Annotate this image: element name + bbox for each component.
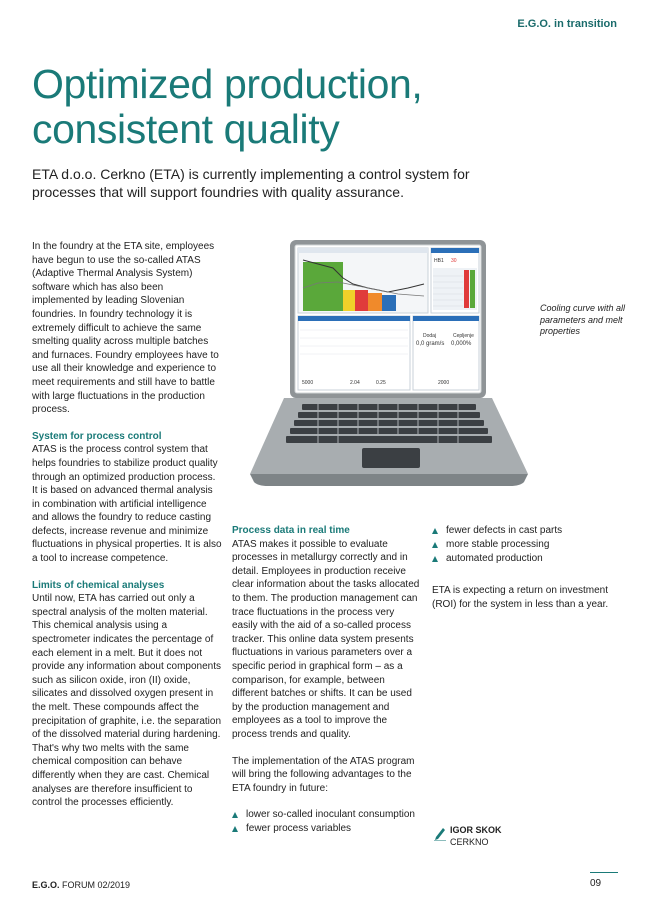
section-label: E.G.O. in transition [517, 18, 617, 30]
advantages-list-1 [232, 808, 422, 836]
footer-issue: FORUM 02/2019 [62, 880, 131, 890]
column-2 [232, 524, 422, 848]
section-heading-real-time: Process data in real time [232, 525, 350, 536]
footer-rule [590, 872, 618, 873]
screen-value-a: 0,0 gram/s [416, 341, 445, 347]
footer-brand: E.G.O. [32, 880, 60, 890]
laptop-illustration [248, 238, 530, 494]
section-text-real-time: ATAS makes it possible to evaluate processes in metallurgy correctly and in detail. Employees in production receive clear information about the tasks allocated to them. The production management can trace fluctuations in the process very easily with the aid of a so-called process tracker. This online data system presents fluctuations in various parameters over a specific period in graphical form – as a comparison, for example, between different batches or shifts. It can be used by the production management and employees as a tool to improve the process trends and quality. [232, 538, 420, 740]
bullet-triangle-icon [432, 528, 438, 534]
section-heading-process-control: System for process control [32, 430, 162, 442]
curve-zone-yellow [343, 290, 355, 311]
screen-label-a: Dodaj [423, 333, 437, 339]
curve-zone-red [355, 290, 368, 311]
author-org: CERKNO [450, 837, 489, 847]
screen-label-small: HB1 [434, 258, 444, 264]
page-number: 09 [590, 878, 602, 889]
screen-value-b: 0,000% [451, 341, 472, 347]
author-block [432, 824, 582, 848]
bullet-triangle-icon [432, 542, 438, 548]
touchpad [362, 448, 420, 468]
column-3 [432, 524, 622, 624]
screen-label-b: Cepljenje [453, 333, 474, 339]
page-title [32, 62, 592, 152]
advantages-intro: The implementation of the ATAS program will bring the following advantages to the ETA foundry in future: [232, 755, 415, 794]
screen-value-small: 30 [451, 258, 457, 264]
list-item: fewer defects in cast parts [432, 524, 622, 538]
curve-zone-blue [382, 295, 396, 311]
section-heading-chemical-analyses: Limits of chemical analyses [32, 579, 165, 591]
footer-publication [32, 880, 130, 890]
list-item: automated production [432, 552, 622, 566]
list-item: lower so-called inoculant consumption [232, 808, 422, 822]
author-name: IGOR SKOK [450, 825, 502, 835]
title-line-1: Optimized production, [32, 61, 423, 107]
bullet-triangle-icon [232, 826, 238, 832]
section-text-process-control: ATAS is the process control system that helps foundries to stabilize product quality through an optimized production process. It is based on advanced thermal analysis in combination with artificial intelligence and allows the foundry to reduce casting defects, increase revenue and minimize fluctuations in physical properties. It is also a tool to increase competence. [32, 444, 222, 565]
inoculation-panel [413, 316, 479, 390]
screen-field-d: 0.25 [376, 380, 386, 386]
keyboard [286, 404, 492, 443]
column-1 [32, 240, 222, 823]
bullet-triangle-icon [232, 812, 238, 818]
bullet-triangle-icon [432, 556, 438, 562]
list-item: fewer process variables [232, 822, 422, 836]
pen-icon [434, 825, 446, 841]
intro-paragraph: In the foundry at the ETA site, employees have begun to use the so-called ATAS (Adaptive Thermal Analysis System) software which has also been implemented by leading Slovenian foundries. In foundry technology it is extremely difficult to achieve the same smelting quality across multiple batches and furnaces. Foundry employees have to use all their knowledge and experience to meet requirements and still have to battle with large fluctuations in the production process. [32, 241, 219, 416]
curve-zone-orange [368, 293, 382, 311]
lead-paragraph: ETA d.o.o. Cerkno (ETA) is currently implementing a control system for processes that will support foundries with quality assurance. [32, 166, 470, 200]
screen-field-a: 5000 [302, 380, 314, 386]
title-line-2: consistent quality [32, 106, 340, 152]
list-item: more stable processing [432, 538, 622, 552]
figure-caption: Cooling curve with all parameters and melt properties [540, 303, 626, 336]
advantages-list-2 [432, 524, 622, 566]
screen-field-c: 2.04 [350, 380, 360, 386]
melt-properties-panel [298, 316, 410, 390]
screen-field-b: 2000 [438, 380, 450, 386]
curve-zone-green [303, 262, 343, 311]
roi-paragraph: ETA is expecting a return on investment (ROI) for the system in less than a year. [432, 585, 609, 610]
section-text-chemical-analyses: Until now, ETA has carried out only a spectral analysis of the molten material. This chemical analysis using a spectrometer indicates the percentage of each element in a melt. But it does not provide any information about components such as silicon oxide, iron (II) oxide, silicates and dissolved oxygen present in the melt. These compounds affect the precipitation of graphite, i.e. the separation of the dissolved material during hardening. That's why two melts with the same chemical composition can behave differently when they are cast. Chemical analyses are therefore insufficient to control the processes efficiently. [32, 593, 222, 809]
